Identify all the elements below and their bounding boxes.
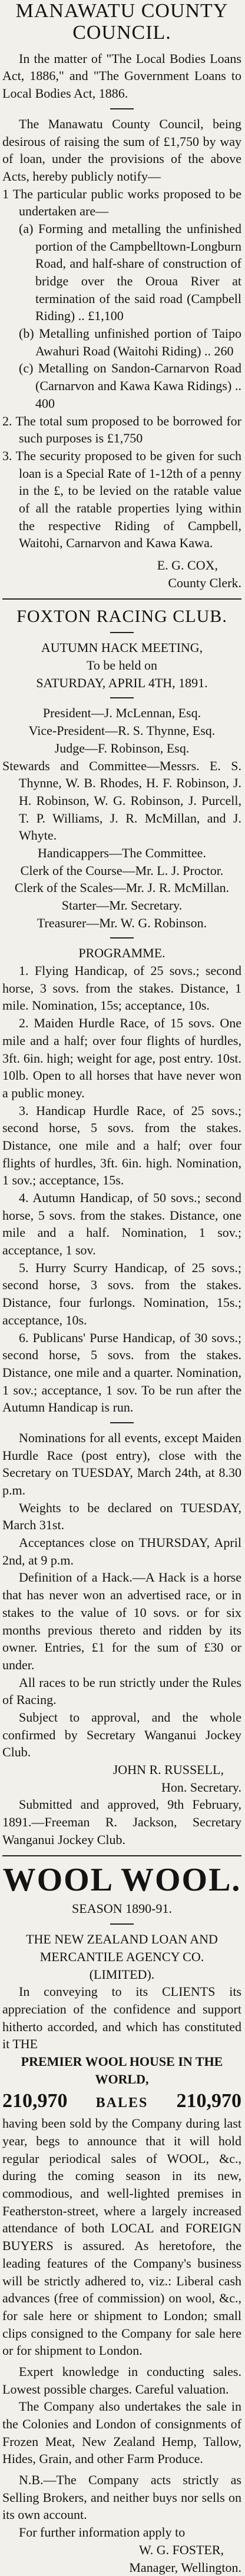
company-limited: (LIMITED). — [89, 1966, 155, 1982]
racing-heading: FOXTON RACING CLUB. — [16, 607, 227, 627]
wool-season: SEASON 1890-91. — [72, 1901, 172, 1916]
wool-heading: WOOL WOOL. — [2, 1862, 241, 1899]
divider — [110, 937, 134, 938]
divider — [110, 697, 134, 698]
wool-prepared: The Company also undertakes the sale in the Colonies and London of consignments of Frozen Meat, New Zealand Hemp, Tallow, Hides, Grain, and other Farm Produce. — [2, 2399, 241, 2467]
wool-nb: N.B.—The Company acts strictly as Selling Brokers, and neither buys nor sells on its own account. — [2, 2472, 241, 2522]
officer-8: Treasurer—Mr. W. G. Robinson. — [37, 915, 207, 930]
racing-club-notice — [2, 607, 241, 1848]
notice-signature-title: County Clerk. — [168, 575, 241, 590]
notice-heading-1: MANAWATU COUNTY — [15, 0, 229, 22]
bales-count-left: 210,970 — [2, 2090, 68, 2112]
notice-item-1b: (b) Metalling unfinished portion of Taipo Awahuri Road (Waitohi Riding) .. 260 — [19, 326, 241, 358]
notice-body: The Manawatu County Council, being desirous of raising the sum of £1,750 by way of loan, under the provisions of the above Acts, hereby publicly notify— — [2, 116, 241, 184]
manager-title: Manager, Wellington. — [129, 2560, 241, 2575]
weights: Weights to be declared on TUESDAY, March 31st. — [2, 1500, 241, 1533]
secretary-title: Hon. Secretary. — [161, 1779, 241, 1795]
programme-item: 6. Publicans' Purse Handicap, of 30 sovs.; second horse, 5 sovs. from the stakes. Distance, one mile and a quarter. Nomination, 1 sov.; acceptance, 1 sov. To be run after the Autumn Handicap is run. — [2, 1330, 241, 1415]
notice-item-3: 3. The security proposed to be given for such loan is a Special Rate of 1-12th of a penny in the £, to be levied on the ratable value of all the ratable properties lying within the respective Riding of Campbell, Waitohi, Carnarvon and Kawa Kawa. — [2, 448, 241, 551]
officer-2: Judge—F. Robinson, Esq. — [54, 740, 190, 756]
wool-expert: Expert knowledge in conducting sales. Lowest possible charges. Careful valuation. — [2, 2364, 241, 2397]
conditions: All races to be run strictly under the Rules of Racing. — [2, 1675, 241, 1708]
programme-item: 2. Maiden Hurdle Race, of 15 sovs. One mile and a half; over four flights of hurdles, 3ft. 6in. high; weight for age, post entry. 10st. 10lb. Open to all horses that have never won a public money. — [2, 1016, 241, 1100]
divider — [110, 108, 134, 109]
racing-meeting: AUTUMN HACK MEETING, — [41, 640, 203, 655]
officer-6: Clerk of the Scales—Mr. J. R. McMillan. — [14, 880, 230, 896]
officer-4: Handicappers—The Committee. — [38, 845, 206, 860]
officer-5: Clerk of the Course—Mr. L. J. Proctor. — [20, 863, 224, 878]
company-name: THE NEW ZEALAND LOAN AND MERCANTILE AGENCY CO. — [26, 1932, 218, 1964]
section-rule — [2, 598, 241, 600]
manawatu-notice — [2, 0, 241, 591]
section-rule — [2, 1855, 241, 1856]
officer-0: President—J. McLennan, Esq. — [42, 705, 201, 721]
divider — [110, 632, 134, 633]
notice-item-1c: (c) Metalling on Sandon-Carnarvon Road (Carnarvon and Kawa Kawa Ridings) .. 400 — [19, 361, 241, 411]
notice-item-1a: (a) Forming and metalling the unfinished portion of the Campbelltown-Longburn Road, and half-share of construction of bridge over the Oroua River at termination of the said road (Campbell Riding) .. £1,100 — [19, 221, 241, 324]
approved-note: Submitted and approved, 9th February, 1891.—Freeman R. Jackson, Secretary Wanganui Jockey Club. — [2, 1797, 241, 1847]
manager-name: W. G. FOSTER, — [138, 2542, 224, 2557]
secretary-name: JOHN R. RUSSELL, — [112, 1762, 224, 1778]
hack-definition: Definition of a Hack.—A Hack is a horse that has never won an advertised race, or in stakes to the value of 10 sovs. or for six months previous thereto and ridden by its owner. Entries, £1 for the sum of £30 or under. — [2, 1570, 241, 1672]
notice-signature: E. G. COX, — [157, 558, 218, 573]
programme-item: 1. Flying Handicap, of 25 sovs.; second horse, 3 sovs. from the stakes. Distance, 1 mile. Nomination, 15s; acceptance, 10s. — [2, 963, 241, 1013]
divider — [110, 1923, 134, 1925]
officer-7: Starter—Mr. Secretary. — [61, 898, 183, 913]
programme-item: 4. Autumn Handicap, of 50 sovs.; second horse, 5 sovs. from the stakes. Distance, one mile and a half. Nomination, 1 sov.; acceptance, 1 sov. — [2, 1190, 241, 1258]
divider — [110, 1422, 134, 1423]
nominations: Nominations for all events, except Maiden Hurdle Race (post entry), close with the Secretary on TUESDAY, March 24th, at 8.30 p.m. — [2, 1430, 241, 1498]
programme-item: 5. Hurry Scurry Handicap, of 25 sovs.; second horse, 3 sovs. from the stakes. Distance, four furlongs. Nomination, 15s.; acceptance, 10s. — [2, 1260, 241, 1327]
wool-notice — [2, 1863, 241, 2576]
wool-particulars: For further information apply to — [19, 2525, 186, 2540]
bales-count-right: 210,970 — [176, 2090, 241, 2112]
officer-3: Stewards and Committee—Messrs. E. S. Thynne, W. B. Rhodes, H. F. Robinson, J. H. Robinson, W. G. Robinson, J. Purcell, T. P. Williams, J. R. McMillan, and J. Whyte. — [2, 758, 241, 843]
programme-heading: PROGRAMME. — [78, 946, 165, 961]
bales-label: BALES — [95, 2095, 148, 2111]
racing-held-on: To be held on — [86, 658, 158, 673]
notice-item-2: 2. The total sum proposed to be borrowed for such purposes is £1,750 — [2, 413, 241, 446]
premier-wool-house: PREMIER WOOL HOUSE IN THE WORLD, — [21, 2054, 223, 2086]
bales-line — [2, 2090, 241, 2112]
wool-body: having been sold by the Company during last year, begs to announce that it will hold regular periodical sales of WOOL, &c., during the coming season in its new, commodious, and well-lighted premises in Featherston-street, where a largely increased attendance of both LOCAL and FOREIGN BUYERS is assured. As heretofore, the leading features of the Company's business will be strictly adhered to, viz.: Liberal cash advances (free of commission) on wool, &c., for sale here or shipment to London; small clips consigned to the Company for sale here or for shipment to London. — [2, 2116, 241, 2358]
notice-intro: In the matter of "The Local Bodies Loans Act, 1886," and "The Government Loans to Local Bodies Act, 1886. — [2, 51, 241, 101]
approval: Subject to approval, and the whole confirmed by Secretary Wanganui Jockey Club. — [2, 1709, 241, 1760]
notice-item-1: 1 The particular public works proposed to be undertaken are— — [2, 186, 241, 219]
programme-item: 3. Handicap Hurdle Race, of 25 sovs.; second horse, 5 sovs. from the stakes. Distance, one mile and a half; over four flights of hurdles, 3ft. 6in. high. Nomination, 1 sov.; acceptance, 15s. — [2, 1103, 241, 1188]
officer-1: Vice-President—R. S. Thynne, Esq. — [28, 723, 216, 738]
notice-heading-2: COUNCIL. — [72, 22, 171, 44]
racing-date: SATURDAY, APRIL 4TH, 1891. — [36, 675, 208, 690]
acceptances: Acceptances close on THURSDAY, April 2nd, at 9 p.m. — [2, 1535, 241, 1567]
wool-intro: In conveying to its CLIENTS its appreciation of the confidence and support hitherto accorded, and which has constituted it THE — [2, 1984, 241, 2052]
